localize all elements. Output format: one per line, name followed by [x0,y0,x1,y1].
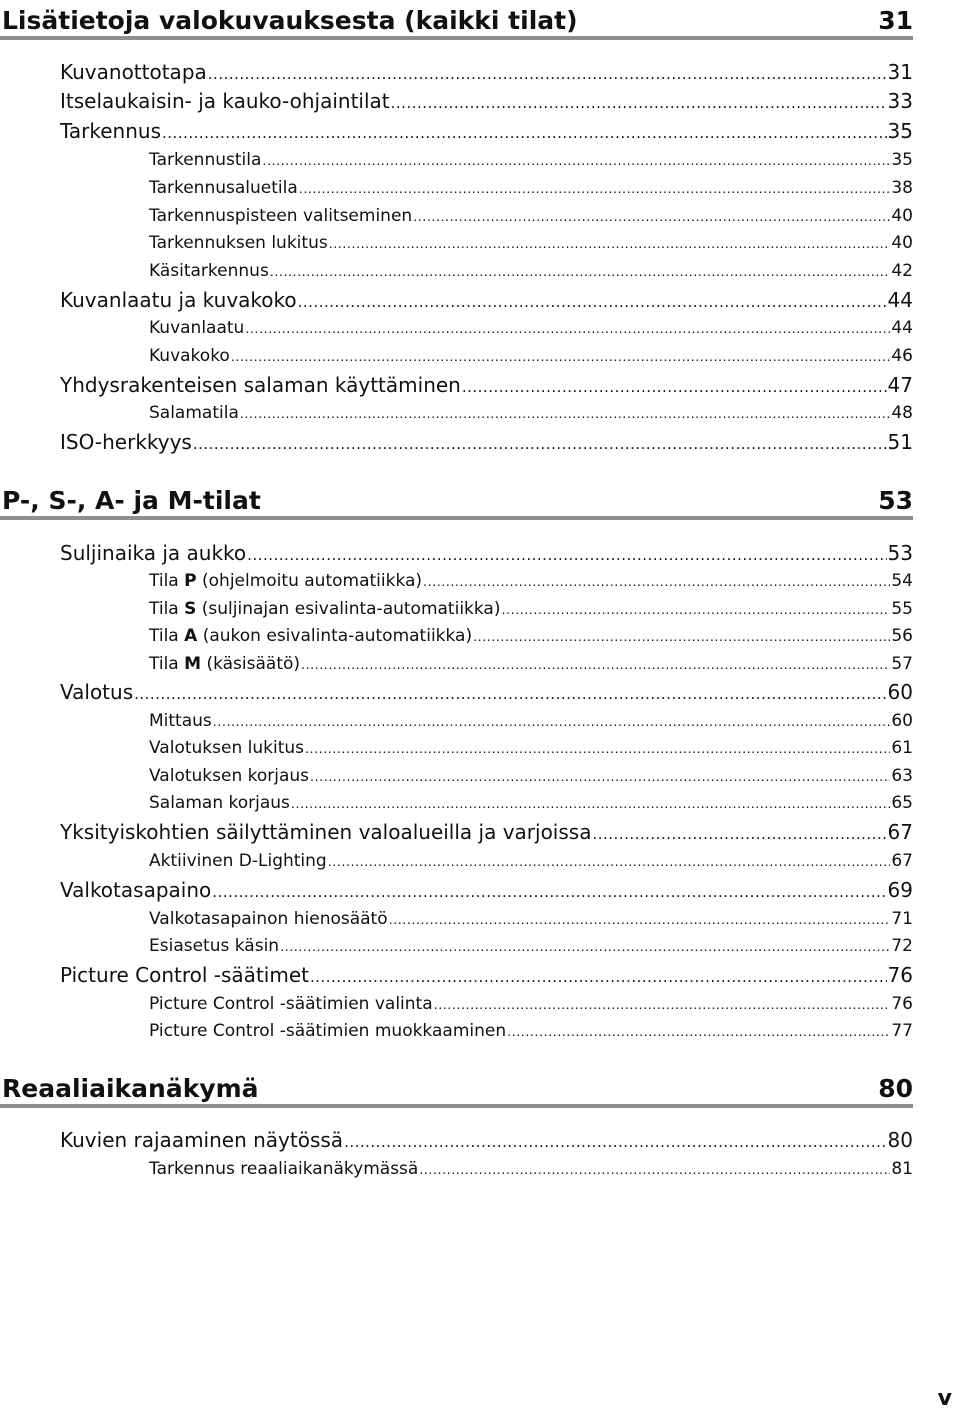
section-header-2 [0,480,913,520]
toc-subentry[interactable]: Tarkennusaluetila ..... 38 [149,175,913,201]
section-header-3 [0,1068,913,1108]
toc-entry[interactable]: Suljinaika ja aukko ..... 53 [60,539,913,567]
toc-entry[interactable]: ISO-herkkyys ..... 51 [60,428,913,456]
toc-subentry[interactable]: Tarkennuspisteen valitseminen ..... 40 [149,203,913,229]
toc-entry[interactable]: Valotus ..... 60 [60,678,913,706]
toc-subentry[interactable]: Käsitarkennus ..... 42 [149,258,913,284]
page-number: v [937,1386,952,1411]
toc-entry[interactable]: Kuvanlaatu ja kuvakoko ..... 44 [60,286,913,314]
toc-entry[interactable]: Kuvien rajaaminen näytössä ..... 80 [60,1126,913,1154]
toc-subentry[interactable]: Valotuksen korjaus ..... 63 [149,763,913,789]
toc-entry[interactable]: Yksityiskohtien säilyttäminen valoalueilla ja varjoissa ..... 67 [60,818,913,846]
toc-subentry[interactable]: Salaman korjaus ..... 65 [149,790,913,816]
toc-subentry[interactable]: Valotuksen lukitus ..... 61 [149,735,913,761]
section-page: 31 [878,6,913,35]
section-title: Reaaliaikanäkymä [2,1074,259,1103]
toc-subentry[interactable]: Tarkennustila ..... 35 [149,147,913,173]
toc-entry[interactable]: Yhdysrakenteisen salaman käyttäminen ..... 47 [60,371,913,399]
toc-subentry[interactable]: Tila A (aukon esivalinta-automatiikka) ..... 56 [149,623,913,649]
toc-subentry[interactable]: Aktiivinen D-Lighting ..... 67 [149,848,913,874]
section-title: P-, S-, A- ja M-tilat [2,486,261,515]
toc-entry[interactable]: Kuvanottotapa ..... 31 [60,58,913,86]
toc-subentry[interactable]: Esiasetus käsin ..... 72 [149,933,913,959]
toc-subentry[interactable]: Tarkennus reaaliaikanäkymässä ..... 81 [149,1156,913,1182]
toc-entry[interactable]: Valkotasapaino ..... 69 [60,876,913,904]
toc-entry[interactable]: Tarkennus ..... 35 [60,117,913,145]
section-header-1 [0,0,913,40]
toc-subentry[interactable]: Picture Control -säätimien muokkaaminen ..... 77 [149,1018,913,1044]
toc-subentry[interactable]: Picture Control -säätimien valinta ..... 76 [149,991,913,1017]
toc-subentry[interactable]: Tila S (suljinajan esivalinta-automatiikka) ..... 55 [149,596,913,622]
toc-entry[interactable]: Itselaukaisin- ja kauko-ohjaintilat ..... 33 [60,87,913,115]
toc-subentry[interactable]: Kuvanlaatu ..... 44 [149,315,913,341]
section-title: Lisätietoja valokuvauksesta (kaikki tilat) [2,6,578,35]
toc-subentry[interactable]: Tila P (ohjelmoitu automatiikka) ..... 54 [149,568,913,594]
toc-entry[interactable]: Picture Control -säätimet ..... 76 [60,961,913,989]
toc-subentry[interactable]: Kuvakoko ..... 46 [149,343,913,369]
toc-subentry[interactable]: Mittaus ..... 60 [149,708,913,734]
toc-subentry[interactable]: Tarkennuksen lukitus ..... 40 [149,230,913,256]
toc-subentry[interactable]: Valkotasapainon hienosäätö ..... 71 [149,906,913,932]
section-page: 80 [878,1074,913,1103]
toc-subentry[interactable]: Tila M (käsisäätö) ..... 57 [149,651,913,677]
section-page: 53 [878,486,913,515]
toc-subentry[interactable]: Salamatila ..... 48 [149,400,913,426]
